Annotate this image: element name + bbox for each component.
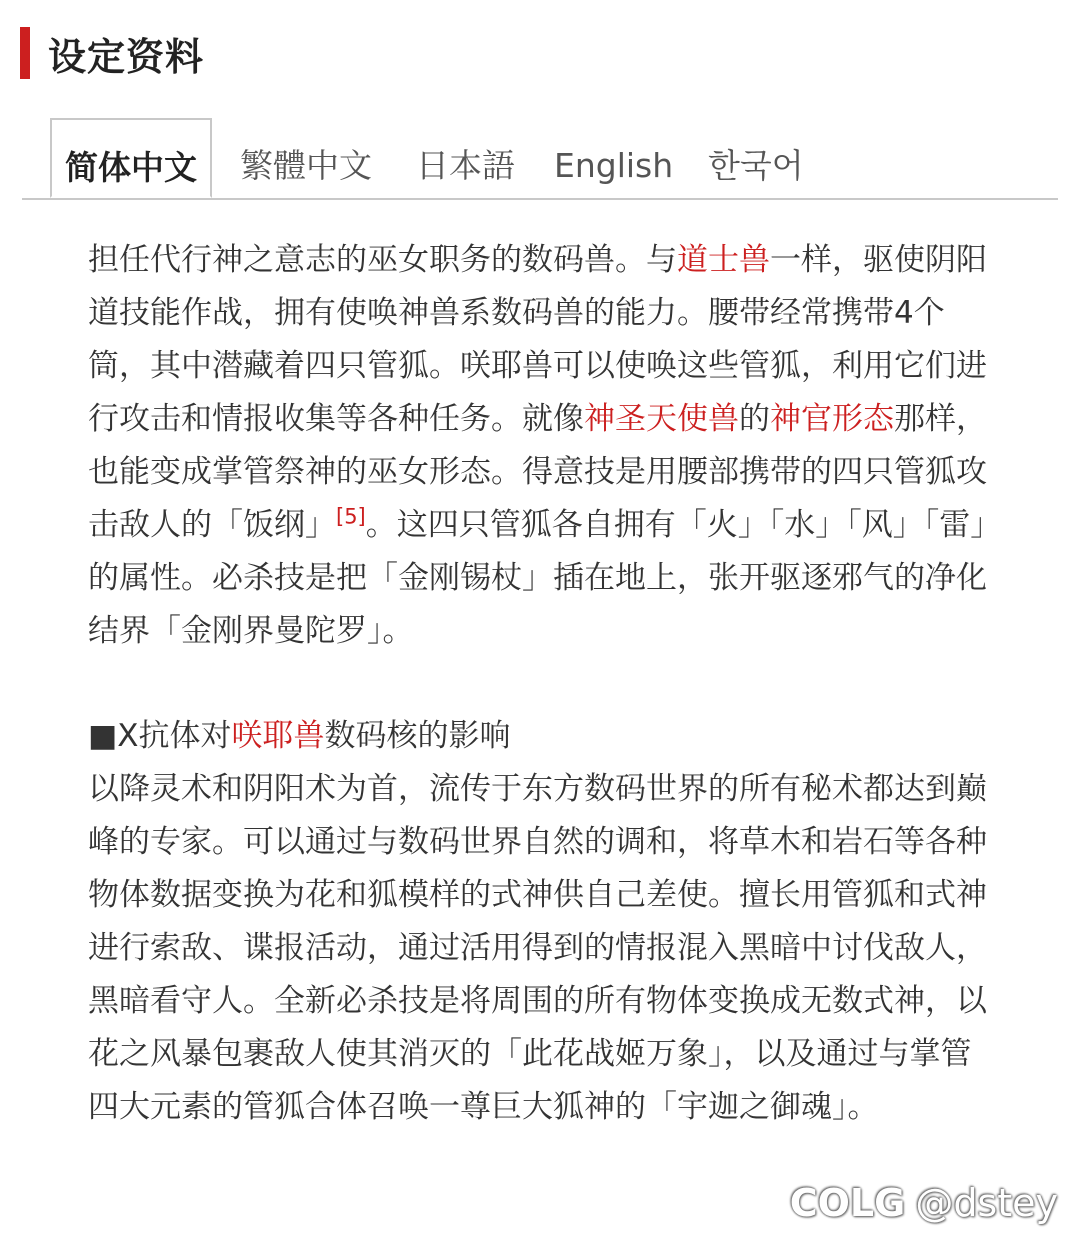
watermark-handle: @dstey: [915, 1181, 1058, 1225]
link-daoshi-mon[interactable]: 道士兽: [677, 242, 770, 278]
heading-suffix: 数码核的影响: [324, 718, 511, 754]
tab-japanese[interactable]: 日本語: [416, 146, 515, 185]
section-accent-bar: [20, 27, 30, 79]
paragraph-gap: [88, 658, 988, 710]
x-antibody-paragraph: 以降灵术和阴阳术为首，流传于东方数码世界的所有秘术都达到巅峰的专家。可以通过与数码世界自然的调和，将草木和岩石等各种物体数据变换为花和狐模样的式神供自己差使。擅长用管狐和式神进行索敌、谍报活动，通过活用得到的情报混入黑暗中讨伐敌人，黑暗看守人。全新必杀技是将周围的所有物体变换成无数式神，以花之风暴包裹敌人使其消灭的「此花战姬万象」，以及通过与掌管四大元素的管狐合体召唤一尊巨大狐神的「宇迦之御魂」。: [88, 771, 987, 1125]
language-tabs: [22, 118, 1058, 200]
heading-prefix: ■X抗体对: [88, 718, 232, 754]
link-priest-mode[interactable]: 神官形态: [770, 401, 894, 437]
section-header: [20, 26, 204, 80]
tab-english[interactable]: English: [554, 146, 674, 185]
x-antibody-heading: [88, 710, 988, 763]
article-content: [88, 234, 988, 1134]
text-segment: 一样，驱使阴阳道技能作战，拥有使唤神兽系数码兽的能力。腰带经常携带4个筒，其中潜藏着四只管狐。咲耶兽可以使唤这些管狐，利用它们进行攻击和情报收集等各种任务。就像: [88, 242, 987, 437]
link-sakuyamon[interactable]: 咲耶兽: [231, 718, 325, 754]
text-segment: 。这四只管狐各自拥有「火」「水」「风」「雷」的属性。必杀技是把「金刚锡杖」插在地上，张开驱逐邪气的净化结界「金刚界曼陀罗」。: [88, 507, 987, 649]
text-segment: 那样，也能变成掌管祭神的巫女形态。得意技是用腰部携带的四只管狐攻击敌人的「饭纲」: [88, 401, 987, 543]
text-segment: 的: [739, 401, 770, 437]
watermark: [790, 1181, 1058, 1225]
text-segment: 担任代行神之意志的巫女职务的数码兽。与: [88, 242, 677, 278]
tab-simplified-chinese[interactable]: 简体中文: [50, 118, 212, 198]
description-paragraph: [88, 234, 988, 658]
link-holyangemon[interactable]: 神圣天使兽: [584, 401, 739, 437]
tab-korean[interactable]: 한국어: [708, 146, 804, 185]
watermark-brand: COLG: [789, 1181, 906, 1225]
section-title: 设定资料: [48, 34, 205, 79]
reference-link[interactable]: [5]: [336, 504, 366, 529]
tab-traditional-chinese[interactable]: 繁體中文: [240, 146, 372, 185]
